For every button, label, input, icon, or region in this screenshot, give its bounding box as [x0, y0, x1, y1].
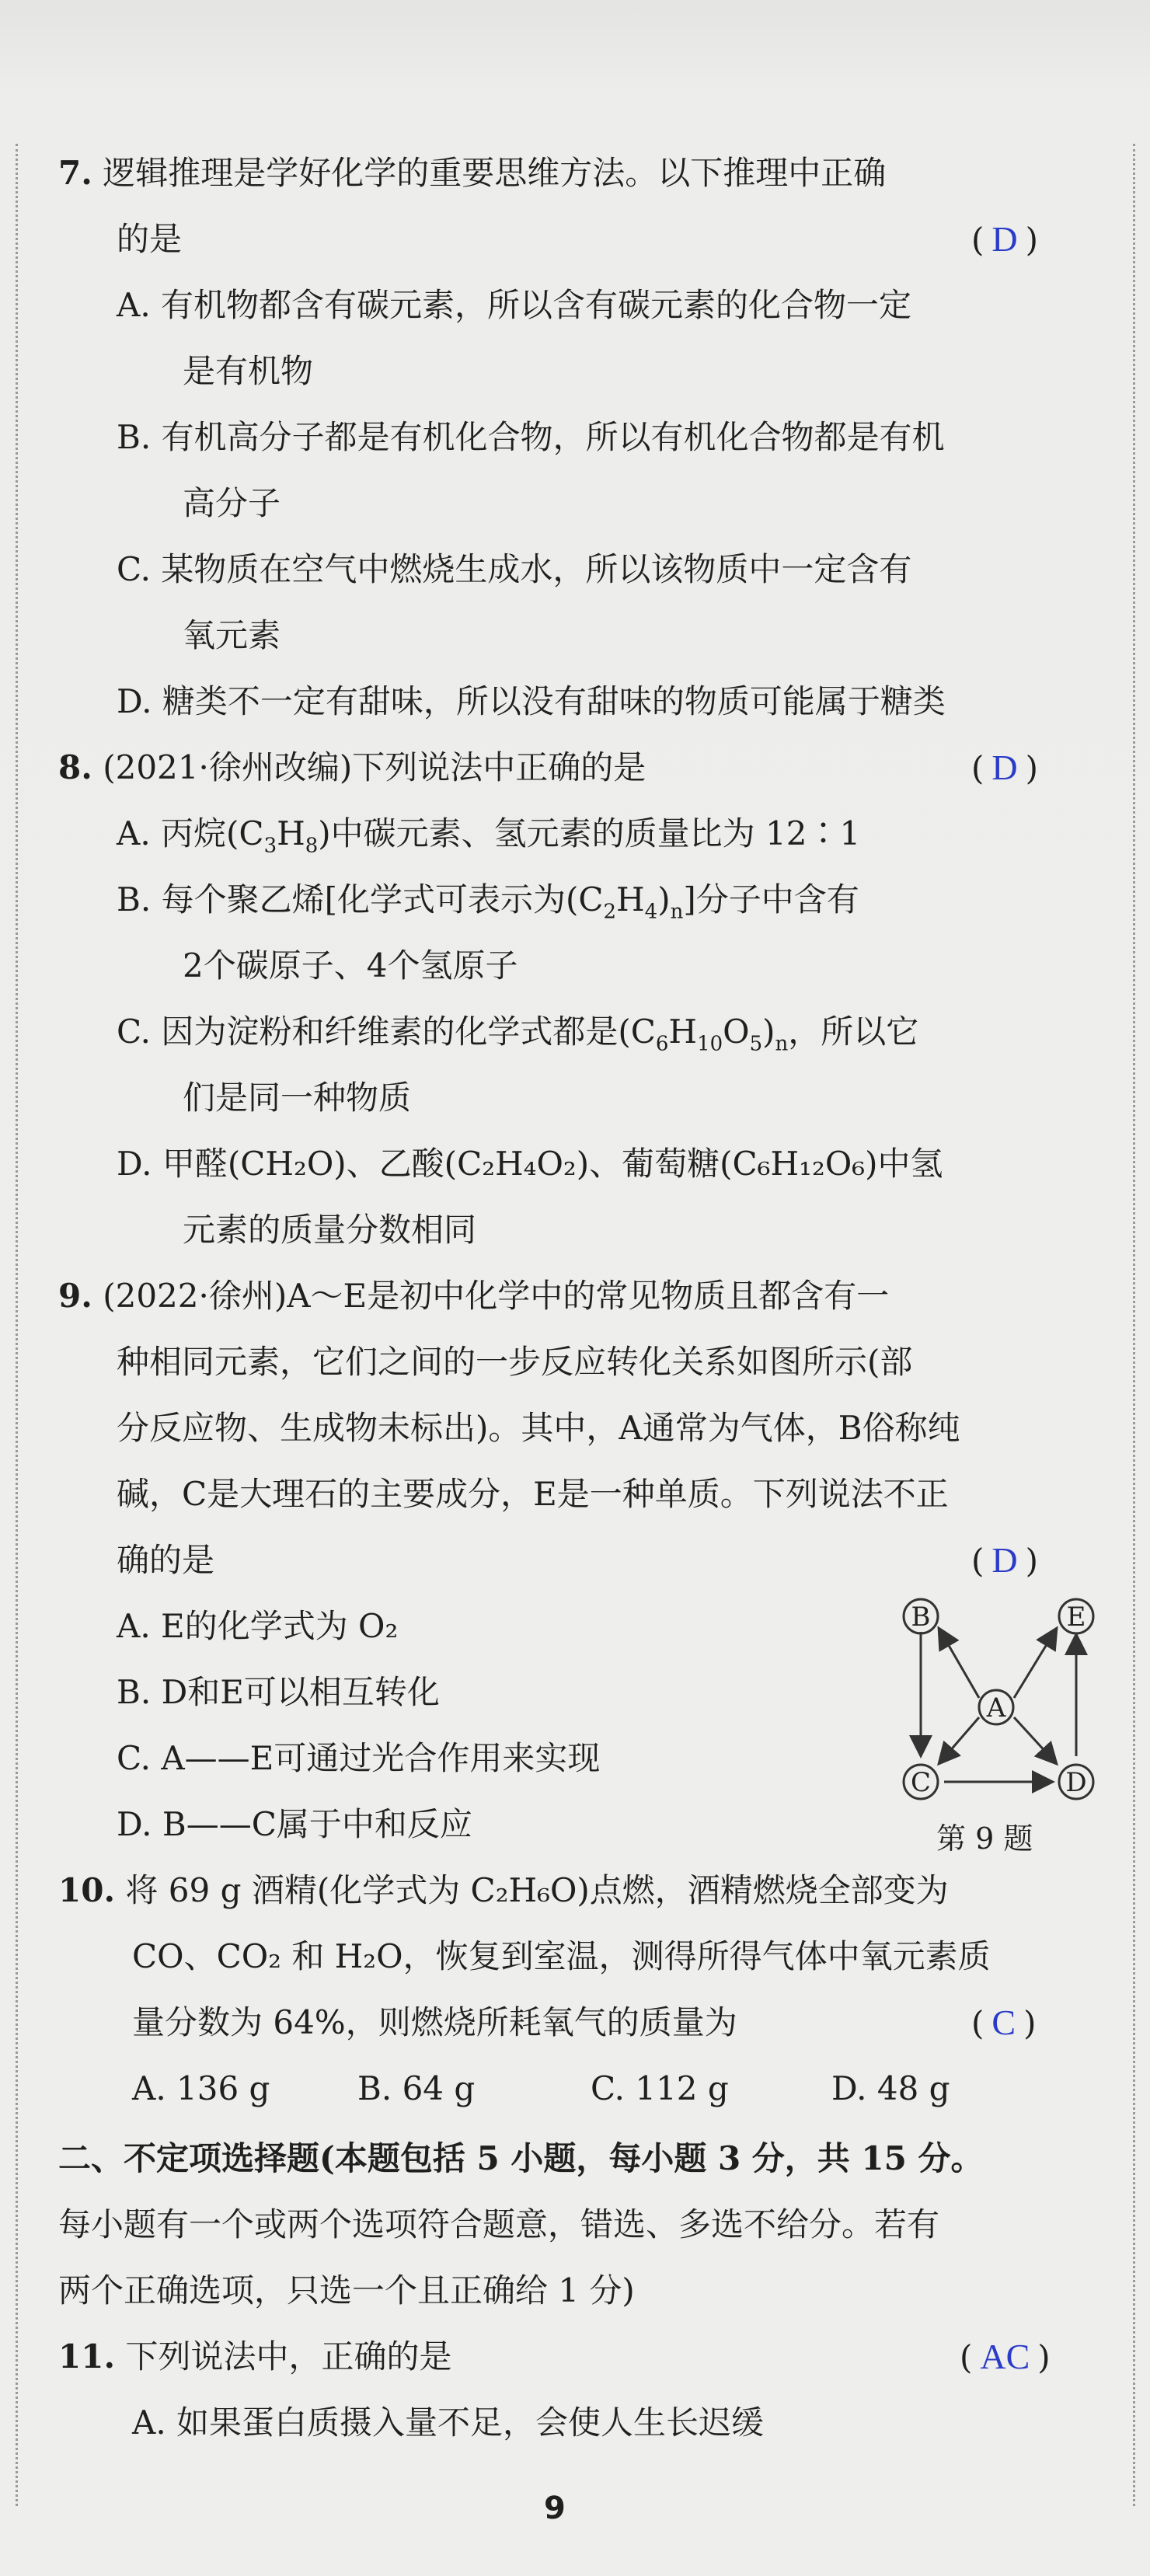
q11-answer: AC	[980, 2337, 1030, 2376]
node-c	[904, 1765, 938, 1799]
q10-option-b: B. 64 g	[357, 2069, 476, 2107]
q8-option-d-line1: D. 甲醛(CH₂O)、乙酸(C₂H₄O₂)、葡萄糖(C₆H₁₂O₆)中氢	[117, 1145, 943, 1183]
q9-option-c: C. A——E可通过光合作用来实现	[117, 1739, 601, 1777]
q10-stem-line3: 量分数为 64%，则燃烧所耗氧气的质量为	[132, 2003, 737, 2041]
q8-option-d-line2: 元素的质量分数相同	[183, 1211, 477, 1249]
q8-option-c-line1: C. 因为淀粉和纤维素的化学式都是$(C_6H_{10}O_5)_n$，所以它	[117, 1013, 919, 1056]
q9-stem-line3: 分反应物、生成物未标出)。其中，A通常为气体，B俗称纯	[117, 1409, 960, 1447]
q7-option-b-line1: B. 有机高分子都是有机化合物，所以有机化合物都是有机	[117, 418, 945, 456]
q7-option-a-line1: A. 有机物都含有碳元素，所以含有碳元素的化合物一定	[117, 286, 912, 324]
q8-stem-text: (2021·徐州改编)下列说法中正确的是	[103, 748, 646, 786]
q9-reaction-diagram	[894, 1597, 1103, 1814]
q8-option-b-line2: 2个碳原子、4个氢原子	[183, 946, 518, 985]
edge-a-e	[1014, 1628, 1057, 1698]
edge-a-c	[939, 1717, 979, 1764]
section2-heading-line2: 每小题有一个或两个选项符合题意，错选、多选不给分。若有	[58, 2205, 940, 2243]
q10-stem-text1: 将 69 g 酒精(化学式为 C₂H₆O)点燃，酒精燃烧全部变为	[125, 1871, 949, 1909]
section2-heading-line1: 二、不定项选择题(本题包括 5 小题，每小题 3 分，共 15 分。	[58, 2139, 984, 2177]
q7-number: 7.	[58, 154, 92, 192]
q10-option-c: C. 112 g	[591, 2069, 729, 2107]
q10-answer: C	[991, 2003, 1016, 2042]
q11-option-a: A. 如果蛋白质摄入量不足，会使人生长迟缓	[132, 2403, 765, 2442]
q8-option-c-line2: 们是同一种物质	[183, 1079, 412, 1117]
svg-text:B: B	[911, 1602, 931, 1633]
section2-heading-line3: 两个正确选项，只选一个且正确给 1 分)	[58, 2271, 635, 2309]
q7-option-d: D. 糖类不一定有甜味，所以没有甜味的物质可能属于糖类	[117, 682, 946, 720]
q11-stem-line	[58, 2335, 451, 2379]
edge-a-b	[939, 1628, 979, 1698]
q9-stem-line1	[58, 1274, 889, 1318]
q7-stem-line2: 的是	[117, 220, 183, 258]
svg-text:E: E	[1066, 1602, 1086, 1633]
q9-option-b: B. D和E可以相互转化	[117, 1673, 440, 1711]
q8-answer: D	[991, 748, 1018, 787]
q8-option-b-line1: B. 每个聚乙烯[化学式可表示为$(C_2H_4)_n$]分子中含有	[117, 880, 859, 924]
q11-number: 11.	[58, 2337, 116, 2376]
node-b	[904, 1599, 938, 1633]
q8-stem-line	[58, 746, 646, 790]
q8-option-a: A. 丙烷$(C_3H_8)$中碳元素、氢元素的质量比为 12∶1	[117, 814, 861, 858]
q9-number: 9.	[58, 1277, 92, 1315]
page-number: 9	[544, 2491, 566, 2526]
q9-answer-box: ( D )	[971, 1539, 1038, 1583]
q7-option-b-line2: 高分子	[183, 484, 281, 522]
q9-option-a: A. E的化学式为 O₂	[117, 1607, 399, 1645]
q11-answer-box: ( AC )	[960, 2335, 1051, 2379]
q10-answer-box: ( C )	[971, 2001, 1036, 2045]
q9-stem-line2: 种相同元素，它们之间的一步反应转化关系如图所示(部	[117, 1343, 913, 1381]
q7-option-c-line2: 氧元素	[183, 616, 281, 654]
q7-answer-box: ( D )	[971, 218, 1038, 262]
q10-stem-line1	[58, 1869, 949, 1912]
q9-figure-caption: 第 9 题	[936, 1821, 1033, 1856]
q8-number: 8.	[58, 748, 92, 786]
edge-a-d	[1014, 1717, 1057, 1764]
q10-number: 10.	[58, 1871, 116, 1909]
q9-stem-line4: 碱，C是大理石的主要成分，E是一种单质。下列说法不正	[117, 1475, 949, 1513]
q9-answer: D	[991, 1540, 1018, 1580]
svg-text:C: C	[910, 1767, 932, 1798]
q9-option-d: D. B——C属于中和反应	[117, 1805, 472, 1843]
q7-answer: D	[991, 219, 1018, 259]
q11-stem-text: 下列说法中，正确的是	[125, 2337, 452, 2376]
q7-stem-text1: 逻辑推理是学好化学的重要思维方法。以下推理中正确	[103, 154, 887, 192]
node-d	[1059, 1765, 1093, 1799]
q10-option-d: D. 48 g	[831, 2069, 950, 2107]
svg-text:A: A	[986, 1692, 1006, 1724]
q8-answer-box: ( D )	[971, 746, 1038, 790]
q9-stem-text1: (2022·徐州)A～E是初中化学中的常见物质且都含有一	[103, 1277, 890, 1315]
node-e	[1059, 1599, 1093, 1633]
q10-option-a: A. 136 g	[132, 2069, 270, 2107]
node-a	[979, 1690, 1013, 1724]
svg-text:D: D	[1065, 1767, 1087, 1798]
q7-option-a-line2: 是有机物	[183, 352, 314, 390]
q10-stem-line2: CO、CO₂ 和 H₂O，恢复到室温，测得所得气体中氧元素质	[132, 1937, 991, 1975]
q9-stem-line5: 确的是	[117, 1541, 215, 1579]
q7-option-c-line1: C. 某物质在空气中燃烧生成水，所以该物质中一定含有	[117, 550, 912, 588]
q7-stem-line1	[58, 152, 886, 195]
